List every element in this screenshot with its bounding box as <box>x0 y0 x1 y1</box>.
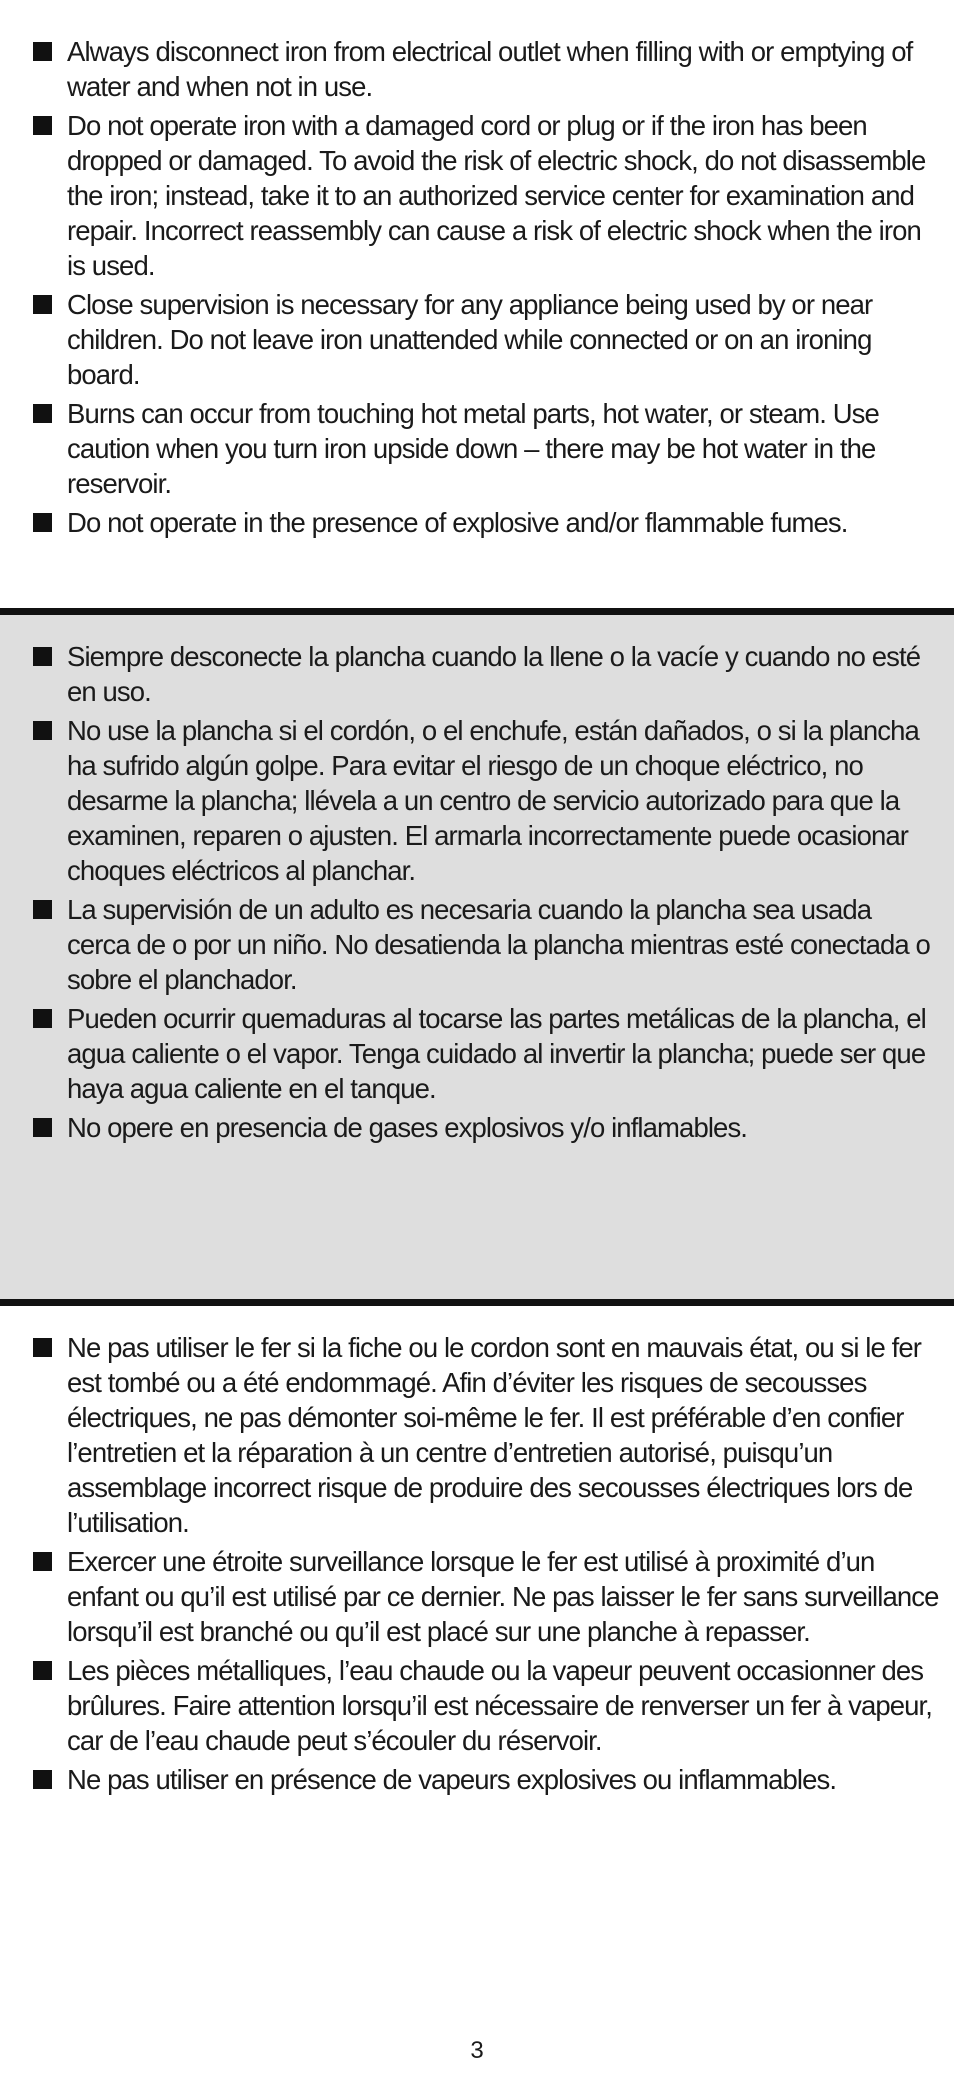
list-item <box>0 1330 954 1540</box>
square-bullet-icon <box>33 1661 52 1680</box>
square-bullet-icon <box>33 900 52 919</box>
page-number: 3 <box>470 2037 484 2064</box>
english-safety-list <box>0 34 954 540</box>
list-item <box>0 1544 954 1649</box>
square-bullet-icon <box>33 116 52 135</box>
list-item <box>0 505 954 540</box>
list-item-text: Ne pas utiliser le fer si la fiche ou le cordon sont en mauvais état, ou si le fer est tombé ou a été endommagé. Afin d’éviter les risques de secousses électriques, ne pas démonter soi-même le fer. Il est préférable d’en confier l’entretien et la réparation à un centre d’entretien autorisé, puisqu’un assemblage incorrect risque de produire des secousses électriques lors de l’utilisation. <box>67 1332 922 1538</box>
list-item-text: Siempre desconecte la plancha cuando la llene o la vacíe y cuando no esté en uso. <box>67 641 921 707</box>
list-item <box>0 1653 954 1758</box>
list-item-text: No opere en presencia de gases explosivos y/o inflamables. <box>67 1112 748 1143</box>
list-item <box>0 34 954 104</box>
list-item-text: Always disconnect iron from electrical outlet when filling with or emptying of water and when not in use. <box>67 36 913 102</box>
spanish-safety-section <box>0 608 954 1306</box>
list-item <box>0 1110 954 1145</box>
square-bullet-icon <box>33 1338 52 1357</box>
list-item <box>0 639 954 709</box>
square-bullet-icon <box>33 513 52 532</box>
french-safety-list <box>0 1330 954 1797</box>
list-item-text: Burns can occur from touching hot metal parts, hot water, or steam. Use caution when you turn iron upside down – there may be hot water in the reservoir. <box>67 398 879 499</box>
square-bullet-icon <box>33 404 52 423</box>
square-bullet-icon <box>33 295 52 314</box>
square-bullet-icon <box>33 1118 52 1137</box>
list-item <box>0 892 954 997</box>
square-bullet-icon <box>33 1009 52 1028</box>
list-item-text: La supervisión de un adulto es necesaria cuando la plancha sea usada cerca de o por un niño. No desatienda la plancha mientras esté conectada o sobre el planchador. <box>67 894 930 995</box>
list-item <box>0 1762 954 1797</box>
list-item-text: Ne pas utiliser en présence de vapeurs explosives ou inflammables. <box>67 1764 837 1795</box>
french-safety-section <box>0 1330 954 1801</box>
square-bullet-icon <box>33 647 52 666</box>
square-bullet-icon <box>33 1552 52 1571</box>
list-item-text: Do not operate in the presence of explosive and/or flammable fumes. <box>67 507 848 538</box>
list-item-text: Pueden ocurrir quemaduras al tocarse las partes metálicas de la plancha, el agua caliente o el vapor. Tenga cuidado al invertir la plancha; puede ser que haya agua caliente en el tanque. <box>67 1003 926 1104</box>
list-item-text: Les pièces métalliques, l’eau chaude ou la vapeur peuvent occasionner des brûlures. Faire attention lorsqu’il est nécessaire de renverser un fer à vapeur, car de l’eau chaude peut s’écouler du réservoir. <box>67 1655 933 1756</box>
list-item <box>0 287 954 392</box>
list-item <box>0 1001 954 1106</box>
list-item <box>0 396 954 501</box>
list-item <box>0 108 954 283</box>
list-item-text: Close supervision is necessary for any appliance being used by or near children. Do not leave iron unattended while connected or on an ironing board. <box>67 289 873 390</box>
list-item-text: Do not operate iron with a damaged cord or plug or if the iron has been dropped or damaged. To avoid the risk of electric shock, do not disassemble the iron; instead, take it to an authorized service center for examination and repair. Incorrect reassembly can cause a risk of electric shock when the iron is used. <box>67 110 926 281</box>
list-item <box>0 713 954 888</box>
spanish-safety-list <box>0 639 954 1145</box>
list-item-text: Exercer une étroite surveillance lorsque le fer est utilisé à proximité d’un enfant ou qu’il est utilisé par ce dernier. Ne pas laisser le fer sans surveillance lorsqu’il est branché ou qu’il est placé sur une planche à repasser. <box>67 1546 939 1647</box>
list-item-text: No use la plancha si el cordón, o el enchufe, están dañados, o si la plancha ha sufrido algún golpe. Para evitar el riesgo de un choque eléctrico, no desarme la plancha; llévela a un centro de servicio autorizado para que la examinen, reparen o ajusten. El armarla incorrectamente puede ocasionar choques eléctricos al planchar. <box>67 715 919 886</box>
square-bullet-icon <box>33 1770 52 1789</box>
square-bullet-icon <box>33 42 52 61</box>
english-safety-section <box>0 34 954 544</box>
square-bullet-icon <box>33 721 52 740</box>
